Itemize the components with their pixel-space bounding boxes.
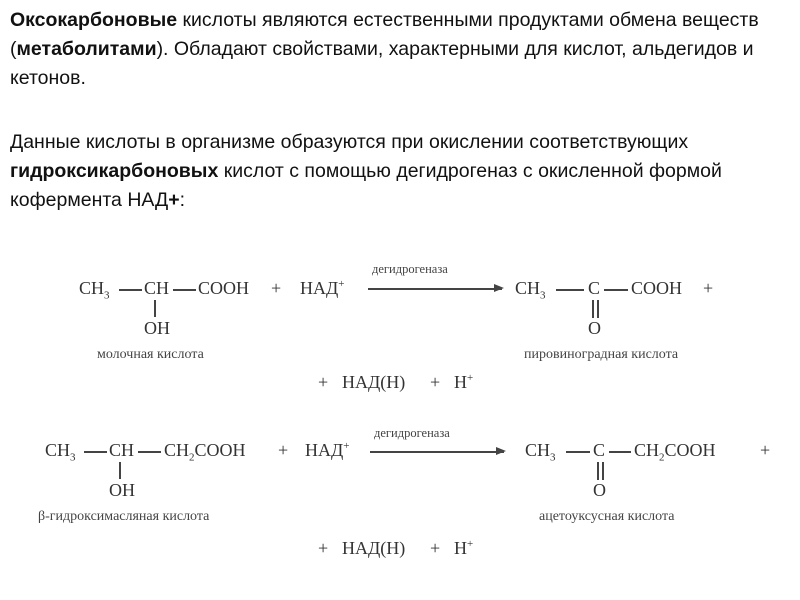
- r1-plus-2: +: [703, 278, 714, 298]
- r1-nad: НАД+: [300, 278, 345, 298]
- r2-byproduct-plus: +: [318, 538, 329, 558]
- r2-bond: [609, 451, 631, 453]
- r2-plus: +: [278, 440, 289, 460]
- r2-reactant-oh: OH: [109, 480, 135, 500]
- r1-reactant-name: молочная кислота: [97, 347, 204, 362]
- r2-product-name: ацетоуксусная кислота: [539, 509, 675, 524]
- r2-reactant-name: β-гидроксимасляная кислота: [38, 509, 210, 524]
- r1-reactant-cooh: COOH: [198, 278, 250, 298]
- r1-bond-vertical: [154, 300, 156, 317]
- r2-bond: [566, 451, 590, 453]
- term-oxocarboxylic: Оксокарбоновые: [10, 9, 178, 31]
- r1-product-c: C: [588, 278, 601, 298]
- r2-double-bond: [602, 462, 604, 480]
- r1-byproduct-plus: +: [318, 372, 329, 392]
- r1-reactant-ch: CH: [144, 278, 170, 298]
- r2-reaction-arrow: [370, 451, 504, 453]
- r2-double-bond: [597, 462, 599, 480]
- term-metabolites: метаболитами: [16, 38, 157, 60]
- r1-reactant-ch3: $CH_3$: [79, 278, 110, 302]
- term-hydroxycarboxylic: гидроксикарбоновых: [10, 160, 219, 182]
- r2-reactant-ch: CH: [109, 440, 135, 460]
- r2-byproduct-plus: +: [430, 538, 441, 558]
- r1-product-ch3: $CH_3$: [515, 278, 546, 302]
- r1-bond: [173, 289, 196, 291]
- r1-double-bond: [592, 300, 594, 318]
- r2-product-o: O: [593, 480, 606, 500]
- r2-reactant-ch3: $CH_3$: [45, 440, 76, 464]
- r1-product-name: пировиноградная кислота: [524, 347, 679, 362]
- r2-reactant-ch2cooh: $CH_2COOH$: [164, 440, 246, 464]
- r1-byproduct-plus: +: [430, 372, 441, 392]
- r2-byproduct-nadh: НАД(Н): [342, 538, 406, 558]
- intro-paragraph: Оксокарбоновые кислоты являются естественными продуктами обмена веществ (метаболитами). Обладают свойствами, характерными для кислот, альдегидов и кетонов.: [10, 9, 759, 89]
- r2-bond-vertical: [119, 462, 121, 479]
- r2-enzyme-label: дегидрогеназа: [374, 426, 450, 440]
- r2-byproduct-h: H+: [454, 538, 474, 558]
- r2-product-ch3: $CH_3$: [525, 440, 556, 464]
- r2-bond: [84, 451, 107, 453]
- r1-plus: +: [271, 278, 282, 298]
- r2-plus-2: +: [760, 440, 771, 460]
- r1-byproduct-h: H+: [454, 372, 474, 392]
- r1-bond: [556, 289, 584, 291]
- r2-nad: НАД+: [305, 440, 350, 460]
- r2-product-ch2cooh: $CH_2COOH$: [634, 440, 716, 464]
- r1-reactant-oh: OH: [144, 318, 170, 338]
- r2-bond: [138, 451, 161, 453]
- r1-bond: [119, 289, 142, 291]
- r1-enzyme-label: дегидрогеназа: [372, 262, 448, 276]
- formation-paragraph: Данные кислоты в организме образуются при окислении соответствующих гидроксикарбоновых кислот с помощью дегидрогеназ с окисленной формой кофермента НАД+:: [10, 131, 722, 211]
- r1-reaction-arrow: [368, 288, 502, 290]
- r1-bond: [604, 289, 628, 291]
- r2-product-c: C: [593, 440, 606, 460]
- r1-product-o: O: [588, 318, 601, 338]
- r1-double-bond: [597, 300, 599, 318]
- r1-product-cooh: COOH: [631, 278, 683, 298]
- r1-byproduct-nadh: НАД(Н): [342, 372, 406, 392]
